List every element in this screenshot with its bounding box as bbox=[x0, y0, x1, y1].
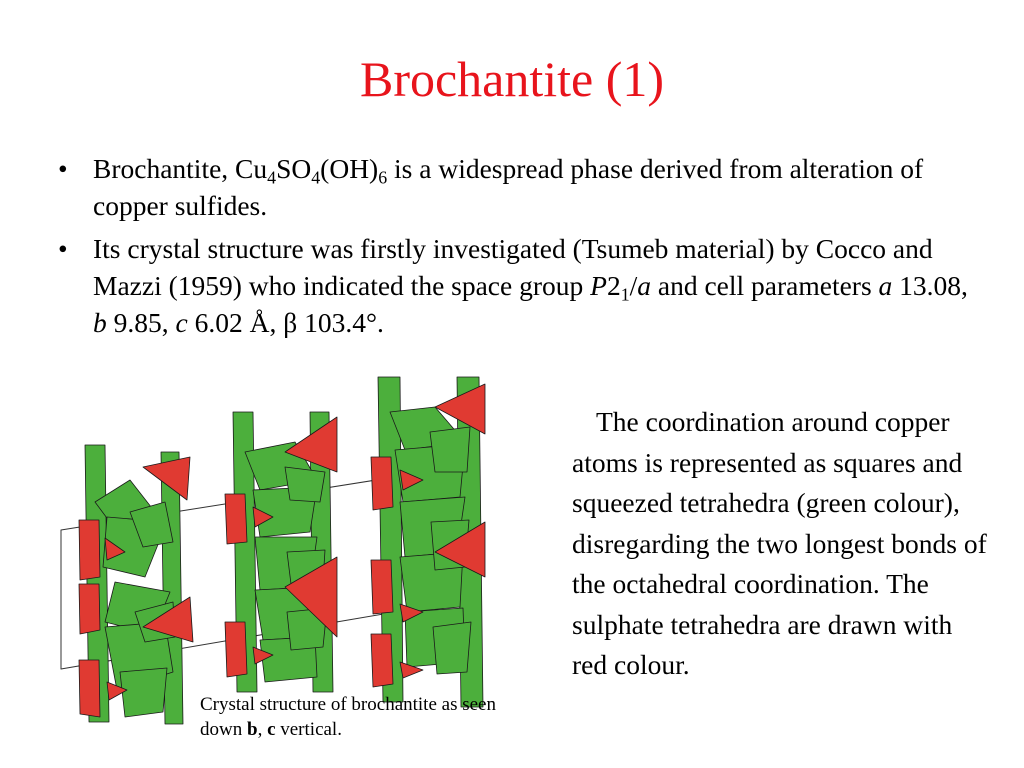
figure-caption: Crystal structure of brochantite as seen down b, c vertical. bbox=[200, 694, 496, 740]
bullet-text: Brochantite, $Cu_4SO_4(OH)_6$ is a widespread phase derived from alteration of copper sulfides. bbox=[93, 153, 924, 221]
bullet-list bbox=[58, 150, 988, 347]
slide-title: Brochantite (1) bbox=[359, 51, 665, 107]
bullet-item-formula bbox=[58, 150, 988, 224]
crystal-structure-drawing bbox=[55, 372, 515, 727]
bullet-dot: • bbox=[58, 233, 68, 264]
description-text: The coordination around copper atoms is represented as squares and squeezed tetrahedra (green colour), disregarding the two longest bonds of the octahedral coordination. The sulphate tetrahedra are drawn with red colour. bbox=[572, 406, 987, 680]
coordination-description bbox=[572, 402, 992, 686]
crystal-structure-figure bbox=[55, 372, 515, 727]
bullet-item-structure bbox=[58, 230, 988, 341]
bullet-dot: • bbox=[58, 153, 68, 184]
bullet-text: Its crystal structure was firstly investigated (Tsumeb material) by Cocco and Mazzi (1959) who indicated the space group $P2_1/a$ and cell parameters a 13.08, b 9.85, c 6.02 Å, β 103.4°. bbox=[93, 233, 968, 338]
